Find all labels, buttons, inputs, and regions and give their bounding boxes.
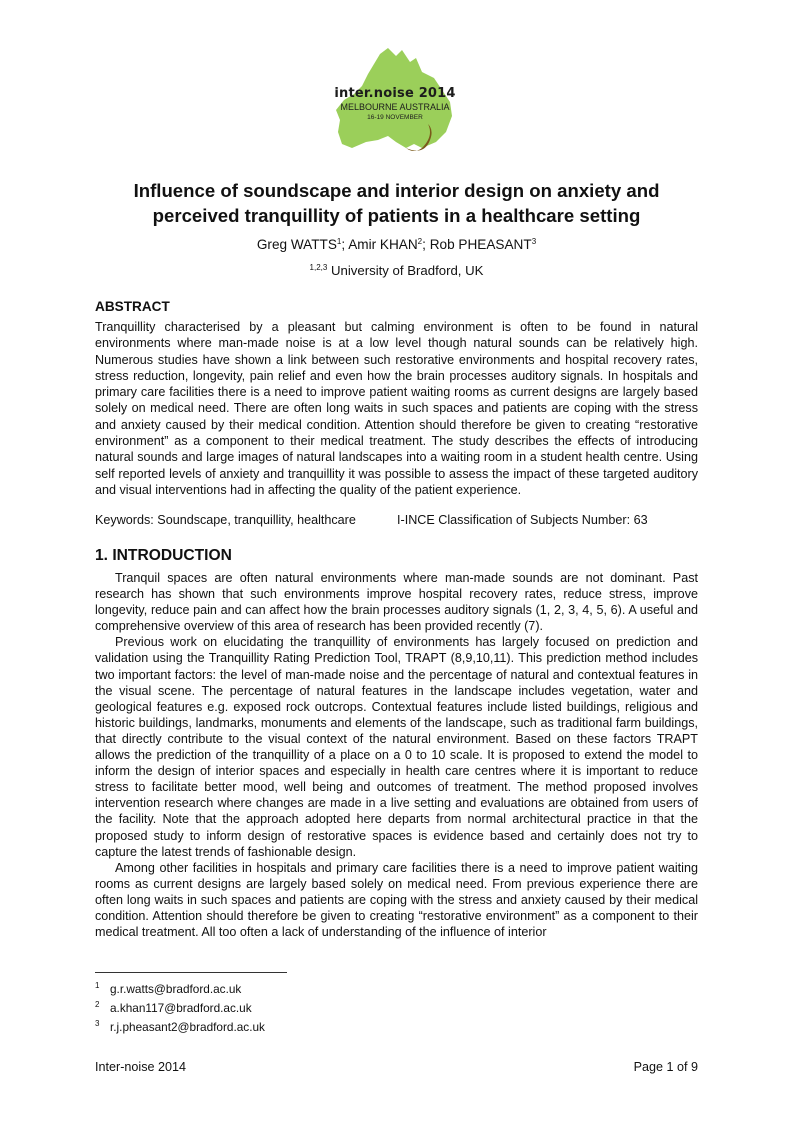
author: Greg WATTS$^1$; [256,237,349,252]
logo-location: MELBOURNE AUSTRALIA [340,102,450,112]
abstract-heading: ABSTRACT [95,299,170,314]
footnote: 3 r.j.pheasant2@bradford.ac.uk [95,1019,265,1034]
section-body [95,570,698,940]
keywords: Keywords: Soundscape, tranquillity, healthcare [95,513,356,527]
affiliation: $^{1,2,3}$ University of Bradford, UK [309,263,484,278]
author-list [95,237,698,252]
author: Amir KHAN$^2$; [348,237,430,252]
title-line-1: Influence of soundscape and interior design on anxiety and [133,180,660,201]
footnote: 2 a.khan117@bradford.ac.uk [95,1000,252,1015]
paper-title [95,178,698,228]
title-line-2: perceived tranquillity of patients in a healthcare setting [152,205,641,226]
footnote: 1 g.r.watts@bradford.ac.uk [95,981,242,996]
paragraph: Tranquil spaces are often natural environments where man-made sounds are not dominant. Past research has shown that such environments improve hospital recovery rates, reduce stress, improve longevity, reduce pain and can affect how the brain processes auditory signals (1, 2, 3, 4, 5, 6). A useful and comprehensive overview of this area of research has been provided recently (7). [95,571,698,634]
author: Rob PHEASANT$^3$ [429,237,537,252]
page-number: Page 1 of 9 [633,1060,698,1074]
paragraph: Among other facilities in hospitals and primary care facilities there is a need to improve patient waiting rooms as current designs are largely based solely on medical need. From previous experience there are often long waits in such spaces and patients are coping with the stress and anxiety caused by their medical condition. Attention should therefore be given to creating “restorative environment” as a component to their medical treatment. All too often a lack of understanding of the influence of interior [95,860,698,940]
classification: I-INCE Classification of Subjects Number: 63 [397,513,648,527]
logo-dates: 16-19 NOVEMBER [367,114,423,121]
section-heading: 1. INTRODUCTION [95,547,232,564]
footnote-divider [95,972,287,973]
footnotes [95,978,265,1035]
logo-title: inter.noise 2014 [334,86,456,101]
abstract-text: Tranquillity characterised by a pleasant but calming environment is often to be found in natural environments where man-made noise is at a low level though natural sounds can be relatively high. Numerous studies have shown a link between such restorative environments and hospital recovery rates, stress reduction, longevity, pain relief and even how the brain processes auditory signals. In hospitals and primary care facilities there is a need to improve patient waiting rooms as current designs are largely based solely on medical need. There are often long waits in such spaces and patients are coping with the stress and anxiety caused by their medical condition. Attention should therefore be given to creating “restorative environment” as a component to their medical treatment. The study describes the effects of introducing natural sounds and large images of natural landscapes into a waiting room in a student health centre. Using self reported levels of anxiety and tranquillity it was possible to assess the impact of these targeted auditory and visual interventions had in affecting the quality of the patient experience. [95,320,698,497]
conference-logo [322,44,468,174]
paragraph: Previous work on elucidating the tranquillity of environments has largely focused on prediction and validation using the Tranquillity Rating Prediction Tool, TRAPT (8,9,10,11). This prediction method includes two important factors: the level of man-made noise and the percentage of natural and contextual features in the visual scene. The percentage of natural features in the landscape includes vegetation, water and geological features e.g. exposed rock outcrops. Contextual features include listed buildings, religious and historic buildings, landmarks, monuments and elements of the landscape, such as traditional farm buildings, that directly contribute to the visual context of the natural environment. Based on these factors TRAPT allows the prediction of the tranquillity of a place on a 0 to 10 scale. It is proposed to extend the model to inform the design of interior spaces and especially in health care centres where it is important to reduce stress to facilitate better mood, well being and outcomes of treatment. The method proposed involves intervention research where changes are made in a live setting and evaluations are obtained from users of the facility. Note that the approach adopted here departs from normal architectural practice in that the proposed study to inform design of restorative spaces is evidence based and certainly does not try to capture the latest trends of fashionable design. [95,635,698,859]
footer-conference: Inter-noise 2014 [95,1060,187,1074]
